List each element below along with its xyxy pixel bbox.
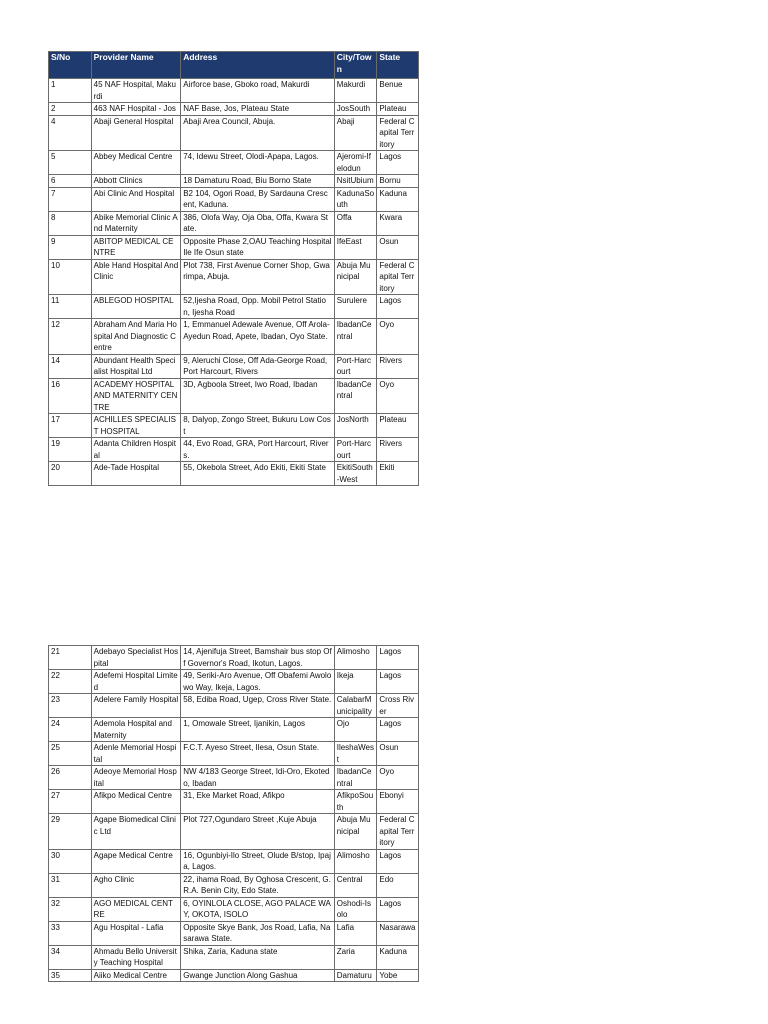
cell-sno: 27 (49, 790, 92, 814)
header-address: Address (181, 52, 335, 79)
cell-provider-name: Abbott Clinics (91, 175, 181, 188)
cell-address: F.C.T. Ayeso Street, Ilesa, Osun State. (181, 742, 335, 766)
cell-city-town: JosNorth (334, 414, 377, 438)
cell-provider-name: Agho Clinic (91, 873, 181, 897)
cell-address: Plot 738, First Avenue Corner Shop, Gwarimpa, Abuja. (181, 259, 335, 295)
cell-city-town: Surulere (334, 295, 377, 319)
cell-provider-name: Abraham And Maria Hospital And Diagnostic Centre (91, 319, 181, 355)
cell-provider-name: Ade-Tade Hospital (91, 462, 181, 486)
cell-sno: 23 (49, 694, 92, 718)
table-row (49, 295, 419, 319)
cell-sno: 24 (49, 718, 92, 742)
cell-provider-name: Agu Hospital - Lafia (91, 921, 181, 945)
table-row (49, 187, 419, 211)
table-row (49, 462, 419, 486)
cell-city-town: Port-Harcourt (334, 438, 377, 462)
cell-state: Oyo (377, 319, 419, 355)
cell-city-town: IbadanCentral (334, 319, 377, 355)
table-row (49, 766, 419, 790)
cell-sno: 21 (49, 646, 92, 670)
cell-sno: 9 (49, 235, 92, 259)
cell-state: Lagos (377, 718, 419, 742)
table-row (49, 646, 419, 670)
cell-sno: 7 (49, 187, 92, 211)
cell-sno: 26 (49, 766, 92, 790)
table-row (49, 259, 419, 295)
cell-address: Opposite Skye Bank, Jos Road, Lafia, Nasarawa State. (181, 921, 335, 945)
cell-city-town: EkitiSouth-West (334, 462, 377, 486)
cell-provider-name: Adelere Family Hospital (91, 694, 181, 718)
table-row (49, 849, 419, 873)
cell-provider-name: Abaji General Hospital (91, 115, 181, 151)
cell-sno: 32 (49, 897, 92, 921)
table-row (49, 115, 419, 151)
cell-state: Ebonyi (377, 790, 419, 814)
cell-state: Lagos (377, 897, 419, 921)
cell-provider-name: Able Hand Hospital And Clinic (91, 259, 181, 295)
cell-address: Gwange Junction Along Gashua (181, 969, 335, 982)
cell-provider-name: Agape Medical Centre (91, 849, 181, 873)
cell-provider-name: 45 NAF Hospital, Makurdi (91, 79, 181, 103)
cell-provider-name: Aiiko Medical Centre (91, 969, 181, 982)
header-provider-name: Provider Name (91, 52, 181, 79)
cell-address: 16, Ogunbiyi-Ilo Street, Olude B/stop, Ipaja, Lagos. (181, 849, 335, 873)
table-row (49, 438, 419, 462)
cell-address: 1, Omowale Street, Ijanikin, Lagos (181, 718, 335, 742)
cell-city-town: Ikeja (334, 670, 377, 694)
cell-provider-name: Abike Memorial Clinic And Maternity (91, 211, 181, 235)
cell-state: Cross River (377, 694, 419, 718)
cell-city-town: IfeEast (334, 235, 377, 259)
cell-city-town: Alimosho (334, 849, 377, 873)
cell-city-town: Lafia (334, 921, 377, 945)
cell-address: 9, Aleruchi Close, Off Ada-George Road, Port Harcourt, Rivers (181, 354, 335, 378)
table-2-body (49, 646, 419, 982)
cell-address: B2 104, Ogori Road, By Sardauna Crescent, Kaduna. (181, 187, 335, 211)
cell-city-town: Abuja Municipal (334, 814, 377, 850)
cell-city-town: Offa (334, 211, 377, 235)
cell-address: NAF Base, Jos, Plateau State (181, 103, 335, 116)
table-row (49, 969, 419, 982)
cell-state: Kwara (377, 211, 419, 235)
cell-city-town: Ajeromi-Ifelodun (334, 151, 377, 175)
cell-address: Shika, Zaria, Kaduna state (181, 945, 335, 969)
cell-state: Edo (377, 873, 419, 897)
cell-sno: 19 (49, 438, 92, 462)
cell-state: Lagos (377, 151, 419, 175)
cell-sno: 8 (49, 211, 92, 235)
header-sno: S/No (49, 52, 92, 79)
cell-city-town: IbadanCentral (334, 766, 377, 790)
cell-city-town: Damaturu (334, 969, 377, 982)
table-row (49, 151, 419, 175)
table-row (49, 742, 419, 766)
cell-address: 22, ihama Road, By Oghosa Crescent, G.R.A. Benin City, Edo State. (181, 873, 335, 897)
cell-address: NW 4/183 George Street, Idi-Oro, Ekotedo, Ibadan (181, 766, 335, 790)
cell-city-town: JosSouth (334, 103, 377, 116)
cell-provider-name: Ahmadu Bello University Teaching Hospital (91, 945, 181, 969)
cell-city-town: AfikpoSouth (334, 790, 377, 814)
cell-provider-name: Abi Clinic And Hospital (91, 187, 181, 211)
cell-provider-name: ABLEGOD HOSPITAL (91, 295, 181, 319)
cell-state: Plateau (377, 414, 419, 438)
cell-state: Lagos (377, 849, 419, 873)
cell-state: Osun (377, 235, 419, 259)
cell-address: 58, Ediba Road, Ugep, Cross River State. (181, 694, 335, 718)
cell-sno: 22 (49, 670, 92, 694)
cell-state: Kaduna (377, 945, 419, 969)
cell-provider-name: AGO MEDICAL CENTRE (91, 897, 181, 921)
cell-provider-name: Abbey Medical Centre (91, 151, 181, 175)
providers-table-1 (48, 51, 419, 486)
cell-state: Yobe (377, 969, 419, 982)
table-row (49, 897, 419, 921)
cell-address: 18 Damaturu Road, Biu Borno State (181, 175, 335, 188)
cell-address: 55, Okebola Street, Ado Ekiti, Ekiti State (181, 462, 335, 486)
cell-address: Abaji Area Council, Abuja. (181, 115, 335, 151)
cell-address: Plot 727,Ogundaro Street ,Kuje Abuja (181, 814, 335, 850)
cell-provider-name: Ademola Hospital and Maternity (91, 718, 181, 742)
cell-sno: 12 (49, 319, 92, 355)
cell-sno: 35 (49, 969, 92, 982)
cell-address: 74, Idewu Street, Olodi-Apapa, Lagos. (181, 151, 335, 175)
cell-state: Osun (377, 742, 419, 766)
cell-state: Ekiti (377, 462, 419, 486)
cell-city-town: Zaria (334, 945, 377, 969)
header-state: State (377, 52, 419, 79)
cell-provider-name: Adeoye Memorial Hospital (91, 766, 181, 790)
cell-provider-name: Afikpo Medical Centre (91, 790, 181, 814)
cell-state: Federal Capital Territory (377, 115, 419, 151)
table-row (49, 175, 419, 188)
table-row (49, 235, 419, 259)
cell-sno: 11 (49, 295, 92, 319)
cell-state: Rivers (377, 354, 419, 378)
table-row (49, 945, 419, 969)
cell-state: Nasarawa (377, 921, 419, 945)
cell-city-town: Oshodi-Isolo (334, 897, 377, 921)
cell-sno: 5 (49, 151, 92, 175)
cell-address: 8, Dalyop, Zongo Street, Bukuru Low Cost (181, 414, 335, 438)
table-row (49, 354, 419, 378)
cell-city-town: KadunaSouth (334, 187, 377, 211)
cell-sno: 6 (49, 175, 92, 188)
cell-address: 3D, Agboola Street, Iwo Road, Ibadan (181, 378, 335, 414)
cell-city-town: Port-Harcourt (334, 354, 377, 378)
table-row (49, 79, 419, 103)
cell-state: Federal Capital Territory (377, 259, 419, 295)
cell-provider-name: ABITOP MEDICAL CENTRE (91, 235, 181, 259)
cell-state: Lagos (377, 295, 419, 319)
cell-sno: 33 (49, 921, 92, 945)
cell-city-town: IleshaWest (334, 742, 377, 766)
cell-sno: 17 (49, 414, 92, 438)
header-city-town: City/Town (334, 52, 377, 79)
cell-city-town: Makurdi (334, 79, 377, 103)
cell-address: 386, Olofa Way, Oja Oba, Offa, Kwara State. (181, 211, 335, 235)
cell-address: 44, Evo Road, GRA, Port Harcourt, Rivers. (181, 438, 335, 462)
cell-sno: 34 (49, 945, 92, 969)
cell-sno: 29 (49, 814, 92, 850)
cell-address: 1, Emmanuel Adewale Avenue, Off Arola-Ayedun Road, Apete, Ibadan, Oyo State. (181, 319, 335, 355)
table-row (49, 814, 419, 850)
cell-state: Plateau (377, 103, 419, 116)
cell-sno: 25 (49, 742, 92, 766)
cell-sno: 30 (49, 849, 92, 873)
cell-address: Airforce base, Gboko road, Makurdi (181, 79, 335, 103)
cell-sno: 16 (49, 378, 92, 414)
cell-state: Lagos (377, 646, 419, 670)
table-row (49, 319, 419, 355)
cell-sno: 10 (49, 259, 92, 295)
table-row (49, 670, 419, 694)
cell-provider-name: Adefemi Hospital Limited (91, 670, 181, 694)
table-header-row (49, 52, 419, 79)
cell-state: Benue (377, 79, 419, 103)
providers-table-2 (48, 645, 419, 982)
cell-state: Bornu (377, 175, 419, 188)
cell-provider-name: 463 NAF Hospital - Jos (91, 103, 181, 116)
cell-state: Rivers (377, 438, 419, 462)
cell-sno: 1 (49, 79, 92, 103)
cell-sno: 14 (49, 354, 92, 378)
cell-city-town: NsitUbium (334, 175, 377, 188)
cell-address: Opposite Phase 2,OAU Teaching Hospital Ile Ife Osun state (181, 235, 335, 259)
cell-sno: 31 (49, 873, 92, 897)
table-row (49, 378, 419, 414)
cell-city-town: Central (334, 873, 377, 897)
cell-state: Federal Capital Territory (377, 814, 419, 850)
cell-address: 31, Eke Market Road, Afikpo (181, 790, 335, 814)
table-row (49, 414, 419, 438)
cell-provider-name: Adanta Children Hospital (91, 438, 181, 462)
table-row (49, 718, 419, 742)
table-row (49, 694, 419, 718)
cell-sno: 20 (49, 462, 92, 486)
cell-sno: 4 (49, 115, 92, 151)
cell-provider-name: Adebayo Specialist Hospital (91, 646, 181, 670)
cell-state: Oyo (377, 766, 419, 790)
table-row (49, 103, 419, 116)
cell-provider-name: ACADEMY HOSPITAL AND MATERNITY CENTRE (91, 378, 181, 414)
cell-provider-name: Adenle Memorial Hospital (91, 742, 181, 766)
cell-city-town: Abaji (334, 115, 377, 151)
table-row (49, 873, 419, 897)
table-row (49, 790, 419, 814)
table-row (49, 921, 419, 945)
cell-provider-name: Abundant Health Specialist Hospital Ltd (91, 354, 181, 378)
cell-state: Lagos (377, 670, 419, 694)
cell-address: 52,Ijesha Road, Opp. Mobil Petrol Station, Ijesha Road (181, 295, 335, 319)
cell-sno: 2 (49, 103, 92, 116)
cell-city-town: CalabarMunicipality (334, 694, 377, 718)
table-row (49, 211, 419, 235)
cell-city-town: Ojo (334, 718, 377, 742)
cell-provider-name: Agape Biomedical Clinic Ltd (91, 814, 181, 850)
cell-city-town: Alimosho (334, 646, 377, 670)
cell-state: Oyo (377, 378, 419, 414)
cell-state: Kaduna (377, 187, 419, 211)
cell-city-town: IbadanCentral (334, 378, 377, 414)
cell-city-town: Abuja Municipal (334, 259, 377, 295)
table-1-body (49, 79, 419, 486)
cell-address: 49, Seriki-Aro Avenue, Off Obafemi Awolowo Way, Ikeja, Lagos. (181, 670, 335, 694)
cell-provider-name: ACHILLES SPECIALIST HOSPITAL (91, 414, 181, 438)
cell-address: 6, OYINLOLA CLOSE, AGO PALACE WAY, OKOTA, ISOLO (181, 897, 335, 921)
cell-address: 14, Ajenifuja Street, Bamshair bus stop Off Governor's Road, Ikotun, Lagos. (181, 646, 335, 670)
